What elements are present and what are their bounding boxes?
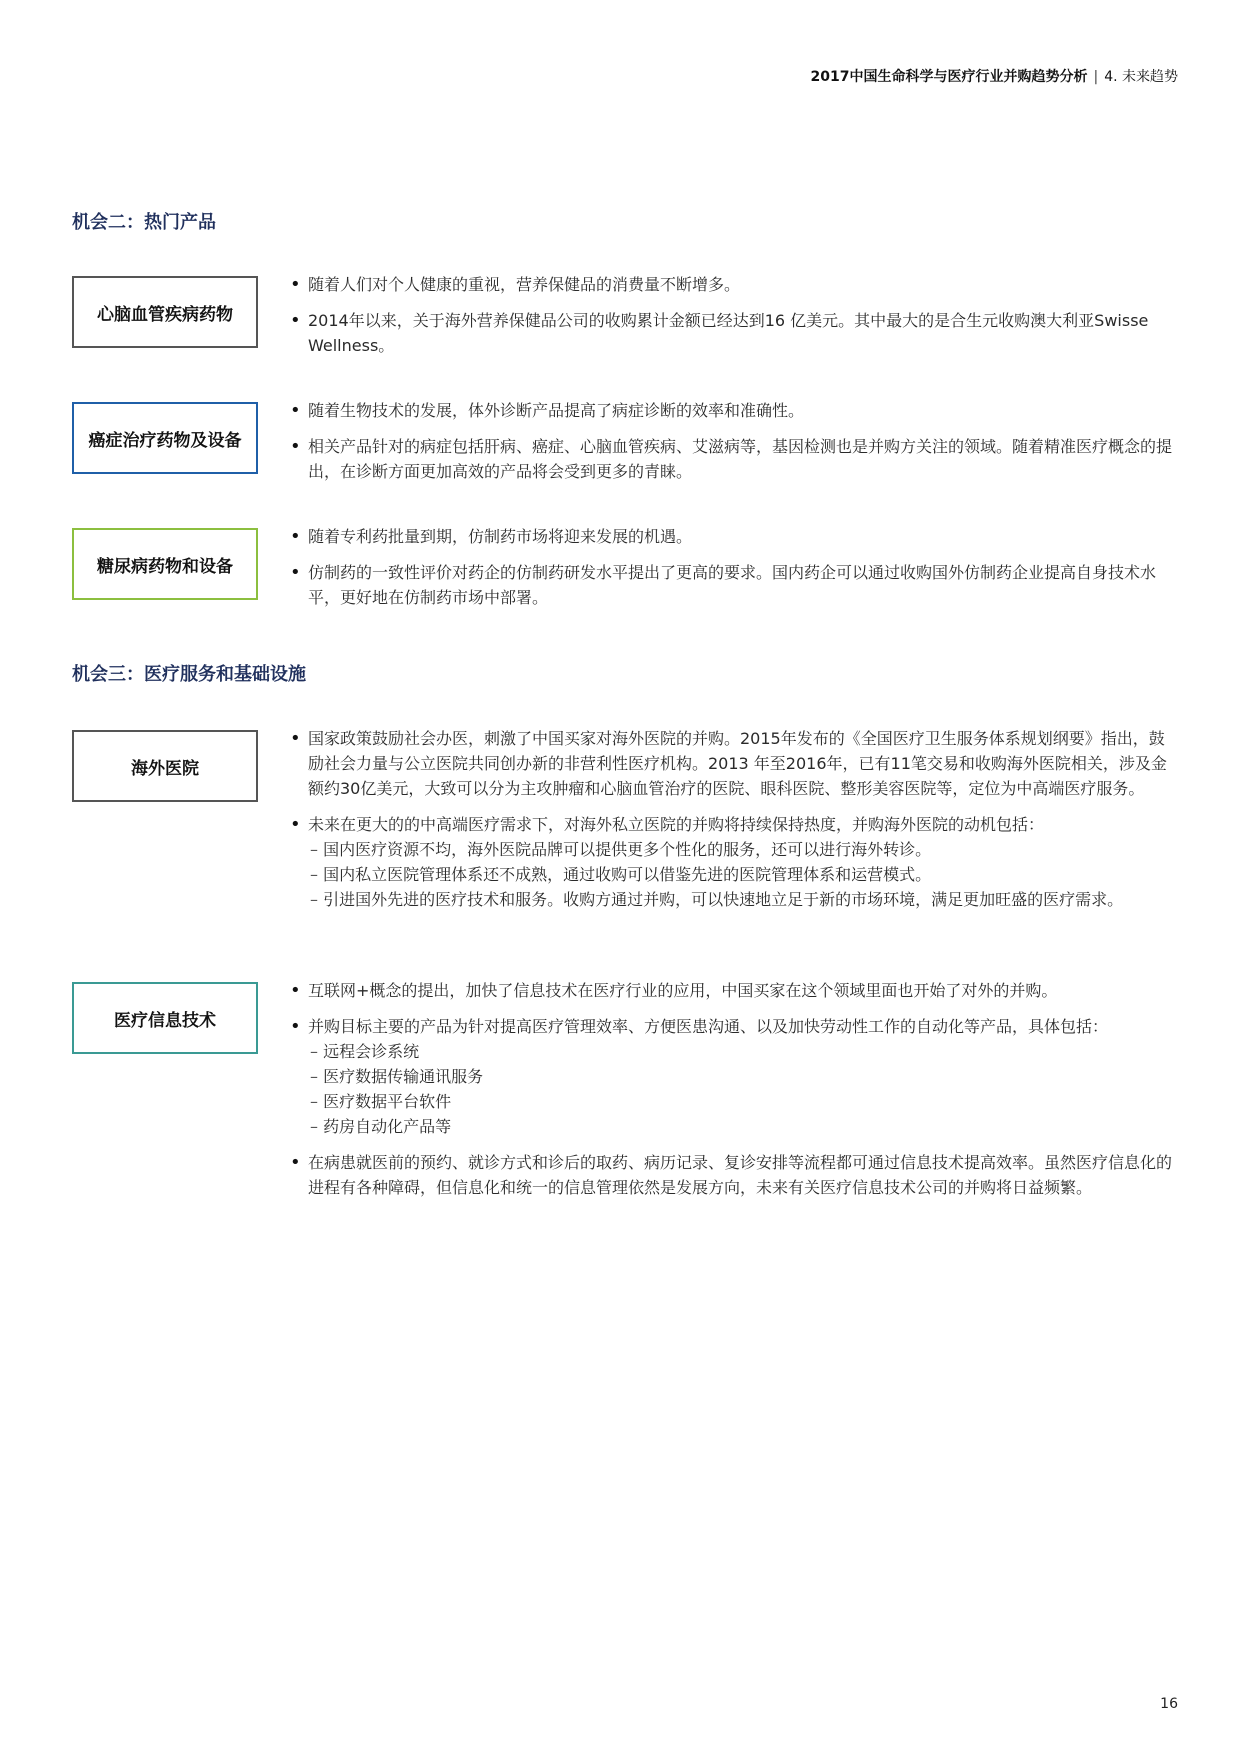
category-box-cancer: 癌症治疗药物及设备 <box>72 402 258 474</box>
sub-item: – 国内私立医院管理体系还不成熟，通过收购可以借鉴先进的医院管理体系和运营模式。 <box>308 862 1180 887</box>
chapter-label: 4. 未来趋势 <box>1104 69 1178 85</box>
category-content-cardio <box>290 272 1180 369</box>
header-separator: | <box>1093 69 1099 85</box>
bullet-item <box>290 812 1180 912</box>
bullet-item: • 互联网+概念的提出，加快了信息技术在医疗行业的应用，中国买家在这个领域里面也开始了对外的并购。 <box>290 978 1180 1003</box>
category-box-medical-it: 医疗信息技术 <box>72 982 258 1054</box>
running-header <box>811 66 1179 86</box>
sub-item: – 远程会诊系统 <box>308 1039 1180 1064</box>
bullet-item: • 随着生物技术的发展，体外诊断产品提高了病症诊断的效率和准确性。 <box>290 398 1180 423</box>
sub-item: – 药房自动化产品等 <box>308 1114 1180 1139</box>
bullet-text: 未来在更大的的中高端医疗需求下，对海外私立医院的并购将持续保持热度，并购海外医院的动机包括： <box>308 815 1045 834</box>
bullet-item: • 国家政策鼓励社会办医，刺激了中国买家对海外医院的并购。2015年发布的《全国医疗卫生服务体系规划纲要》指出，鼓励社会力量与公立医院共同创办新的非营利性医疗机构。2013 年至2016年，已有11笔交易和收购海外医院相关，涉及金额约30亿美元，大致可以分为主攻肿瘤和心脑血管治疗的医院、眼科医院、整形美容医院等，定位为中高端医疗服务。 <box>290 726 1180 801</box>
category-content-cancer <box>290 398 1180 495</box>
category-box-diabetes: 糖尿病药物和设备 <box>72 528 258 600</box>
category-content-overseas-hospitals <box>290 726 1180 923</box>
sub-item: – 医疗数据平台软件 <box>308 1089 1180 1114</box>
category-content-diabetes <box>290 524 1180 621</box>
section-title-opportunity-2: 机会二：热门产品 <box>72 212 216 233</box>
bullet-item <box>290 1014 1180 1139</box>
bullet-text: 并购目标主要的产品为针对提高医疗管理效率、方便医患沟通、以及加快劳动性工作的自动化等产品，具体包括： <box>308 1017 1109 1036</box>
page-number: 16 <box>1160 1696 1178 1712</box>
bullet-item: • 随着人们对个人健康的重视，营养保健品的消费量不断增多。 <box>290 272 1180 297</box>
sub-item: – 引进国外先进的医疗技术和服务。收购方通过并购，可以快速地立足于新的市场环境，满足更加旺盛的医疗需求。 <box>308 887 1180 912</box>
report-title: 2017中国生命科学与医疗行业并购趋势分析 <box>810 69 1088 85</box>
bullet-item: • 相关产品针对的病症包括肝病、癌症、心脑血管疾病、艾滋病等，基因检测也是并购方关注的领域。随着精准医疗概念的提出，在诊断方面更加高效的产品将会受到更多的青睐。 <box>290 434 1180 484</box>
section-title-opportunity-3: 机会三：医疗服务和基础设施 <box>72 664 306 685</box>
sub-item: – 医疗数据传输通讯服务 <box>308 1064 1180 1089</box>
category-box-cardio: 心脑血管疾病药物 <box>72 276 258 348</box>
category-box-overseas-hospitals: 海外医院 <box>72 730 258 802</box>
bullet-item: • 在病患就医前的预约、就诊方式和诊后的取药、病历记录、复诊安排等流程都可通过信息技术提高效率。虽然医疗信息化的进程有各种障碍，但信息化和统一的信息管理依然是发展方向，未来有关医疗信息技术公司的并购将日益频繁。 <box>290 1150 1180 1200</box>
category-content-medical-it <box>290 978 1180 1211</box>
bullet-item: • 仿制药的一致性评价对药企的仿制药研发水平提出了更高的要求。国内药企可以通过收购国外仿制药企业提高自身技术水平，更好地在仿制药市场中部署。 <box>290 560 1180 610</box>
sub-item: – 国内医疗资源不均，海外医院品牌可以提供更多个性化的服务，还可以进行海外转诊。 <box>308 837 1180 862</box>
bullet-item: • 随着专利药批量到期，仿制药市场将迎来发展的机遇。 <box>290 524 1180 549</box>
bullet-item: • 2014年以来，关于海外营养保健品公司的收购累计金额已经达到16 亿美元。其中最大的是合生元收购澳大利亚Swisse Wellness。 <box>290 308 1180 358</box>
